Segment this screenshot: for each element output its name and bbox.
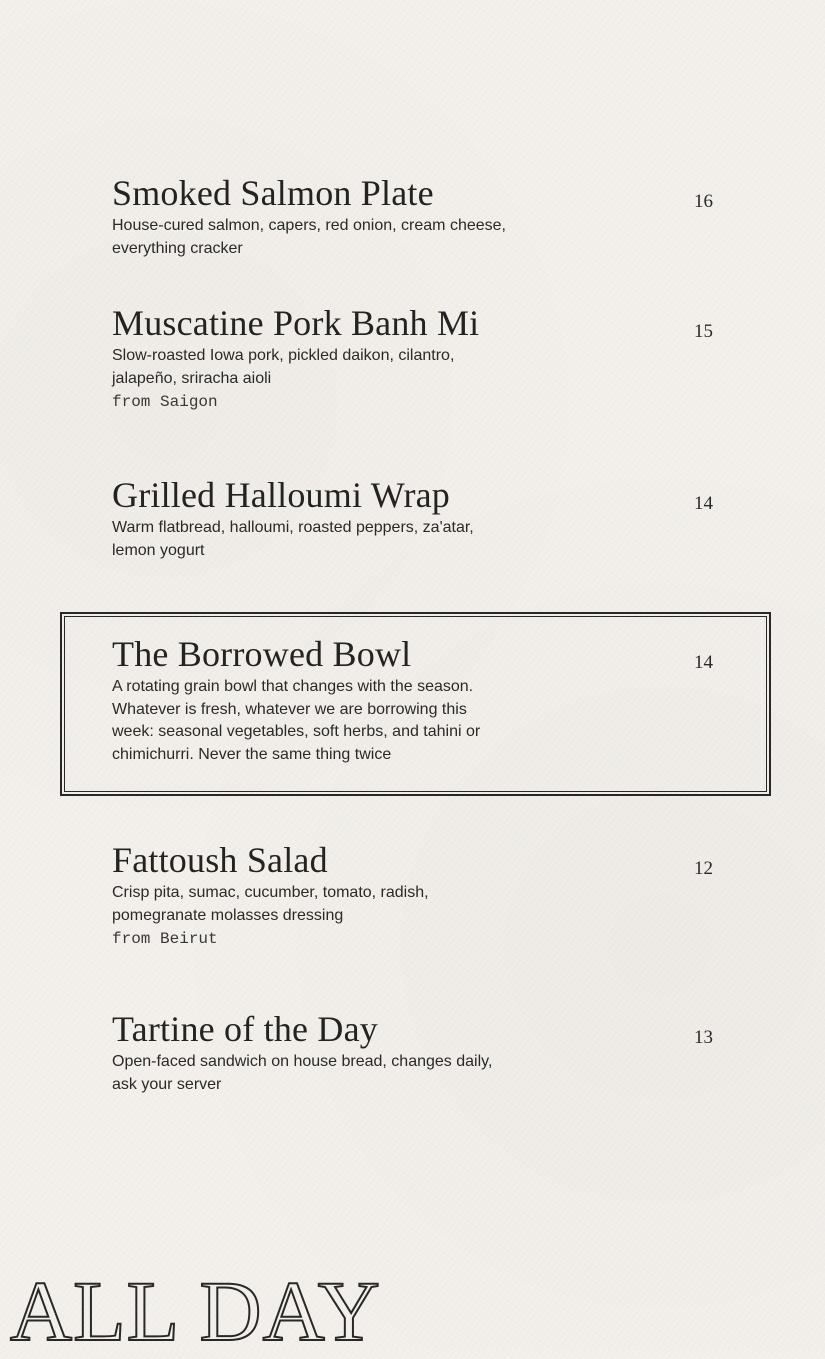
item-price: 12 (694, 858, 713, 879)
item-price: 14 (694, 652, 713, 673)
item-description: Slow-roasted Iowa pork, pickled daikon, cilantro, jalapeño, sriracha aioli (112, 347, 455, 387)
item-name: Tartine of the Day (112, 1009, 378, 1049)
item-description: Warm flatbread, halloumi, roasted peppers, za'atar, lemon yogurt (112, 519, 474, 559)
item-name: The Borrowed Bowl (112, 634, 412, 674)
item-price: 16 (694, 191, 713, 212)
menu-item-tartine-of-the-day (112, 1011, 712, 1096)
item-name: Smoked Salmon Plate (112, 173, 434, 213)
item-origin: from Beirut (112, 930, 218, 948)
item-name: Fattoush Salad (112, 840, 328, 880)
menu-item-smoked-salmon-plate (112, 175, 712, 260)
menu-item-muscatine-pork-banh-mi (112, 305, 712, 413)
item-description: House-cured salmon, capers, red onion, cream cheese, everything cracker (112, 217, 506, 257)
section-title: ALL DAY (10, 1263, 381, 1359)
item-price: 13 (694, 1027, 713, 1048)
menu-item-grilled-halloumi-wrap (112, 477, 712, 562)
item-description: Open-faced sandwich on house bread, changes daily, ask your server (112, 1053, 493, 1093)
menu-item-fattoush-salad (112, 842, 712, 950)
item-name: Muscatine Pork Banh Mi (112, 303, 480, 343)
item-price: 14 (694, 493, 713, 514)
item-price: 15 (694, 321, 713, 342)
menu-item-the-borrowed-bowl (112, 636, 712, 766)
item-description: Crisp pita, sumac, cucumber, tomato, radish, pomegranate molasses dressing (112, 884, 429, 924)
item-description: A rotating grain bowl that changes with the season. Whatever is fresh, whatever we are borrowing this week: seasonal vegetables, soft herbs, and tahini or chimichurri. Never the same thing twice (112, 678, 481, 763)
item-origin: from Saigon (112, 393, 218, 411)
item-name: Grilled Halloumi Wrap (112, 475, 451, 515)
